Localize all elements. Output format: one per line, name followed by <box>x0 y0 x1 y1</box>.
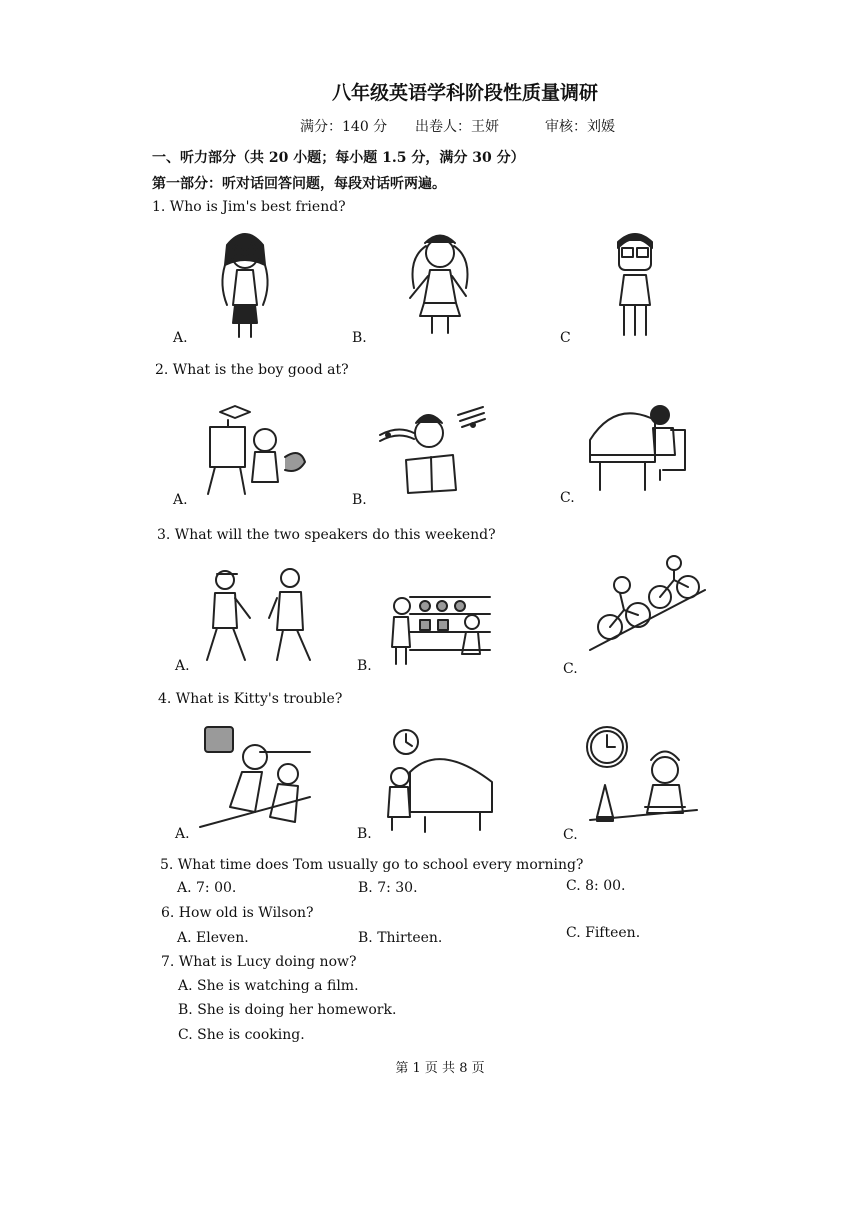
page-footer: 第 1 页 共 8 页 <box>395 1061 485 1076</box>
part-heading: 第一部分：听对话回答问题，每段对话听两遍。 <box>152 176 446 192</box>
q1-option-c: C <box>560 330 571 346</box>
q6-option-a: A. Eleven. <box>177 930 249 946</box>
painting-icon <box>200 402 310 497</box>
q1-option-b: B. <box>352 330 367 346</box>
question-7: 7. What is Lucy doing now? <box>161 954 357 970</box>
shopping-icon <box>380 592 495 667</box>
cycling-icon <box>590 555 705 655</box>
q2-option-c: C. <box>560 490 575 506</box>
question-6: 6. How old is Wilson? <box>161 905 314 921</box>
q5-option-c: C. 8: 00. <box>566 878 626 894</box>
piano-icon <box>585 400 695 495</box>
q6-option-b: B. Thirteen. <box>358 930 443 946</box>
q3-option-a: A. <box>175 658 190 674</box>
page-title: 八年级英语学科阶段性质量调研 <box>331 82 598 104</box>
girl-pigtails-icon <box>400 228 480 338</box>
question-5: 5. What time does Tom usually go to school every morning? <box>160 857 584 873</box>
q7-option-c: C. She is cooking. <box>178 1027 305 1043</box>
q5-option-b: B. 7: 30. <box>358 880 418 896</box>
q7-option-b: B. She is doing her homework. <box>178 1002 397 1018</box>
q1-option-a: A. <box>173 330 188 346</box>
talking-icon <box>200 722 315 837</box>
homework-clock-icon <box>585 725 700 835</box>
singing-icon <box>378 405 488 495</box>
reviewer: 审核：刘媛 <box>545 119 615 135</box>
piano-practice-icon <box>380 722 495 834</box>
section-heading: 一、听力部分（共 20 小题；每小题 1.5 分，满分 30 分） <box>152 150 525 166</box>
q4-option-b: B. <box>357 826 372 842</box>
question-1: 1. Who is Jim's best friend? <box>152 199 346 215</box>
q3-option-b: B. <box>357 658 372 674</box>
full-score: 满分：140 分 <box>300 119 388 135</box>
q6-option-c: C. Fifteen. <box>566 925 641 941</box>
question-2: 2. What is the boy good at? <box>155 362 349 378</box>
q4-option-c: C. <box>563 827 578 843</box>
question-4: 4. What is Kitty's trouble? <box>158 691 343 707</box>
q2-option-a: A. <box>173 492 188 508</box>
q7-option-a: A. She is watching a film. <box>178 978 359 994</box>
boy-glasses-icon <box>610 230 660 340</box>
q5-option-a: A. 7: 00. <box>177 880 237 896</box>
walking-icon <box>205 568 320 668</box>
author: 出卷人：王妍 <box>415 119 499 135</box>
q4-option-a: A. <box>175 826 190 842</box>
q2-option-b: B. <box>352 492 367 508</box>
question-3: 3. What will the two speakers do this weekend? <box>157 527 496 543</box>
girl-glasses-icon <box>215 225 275 340</box>
q3-option-c: C. <box>563 661 578 677</box>
